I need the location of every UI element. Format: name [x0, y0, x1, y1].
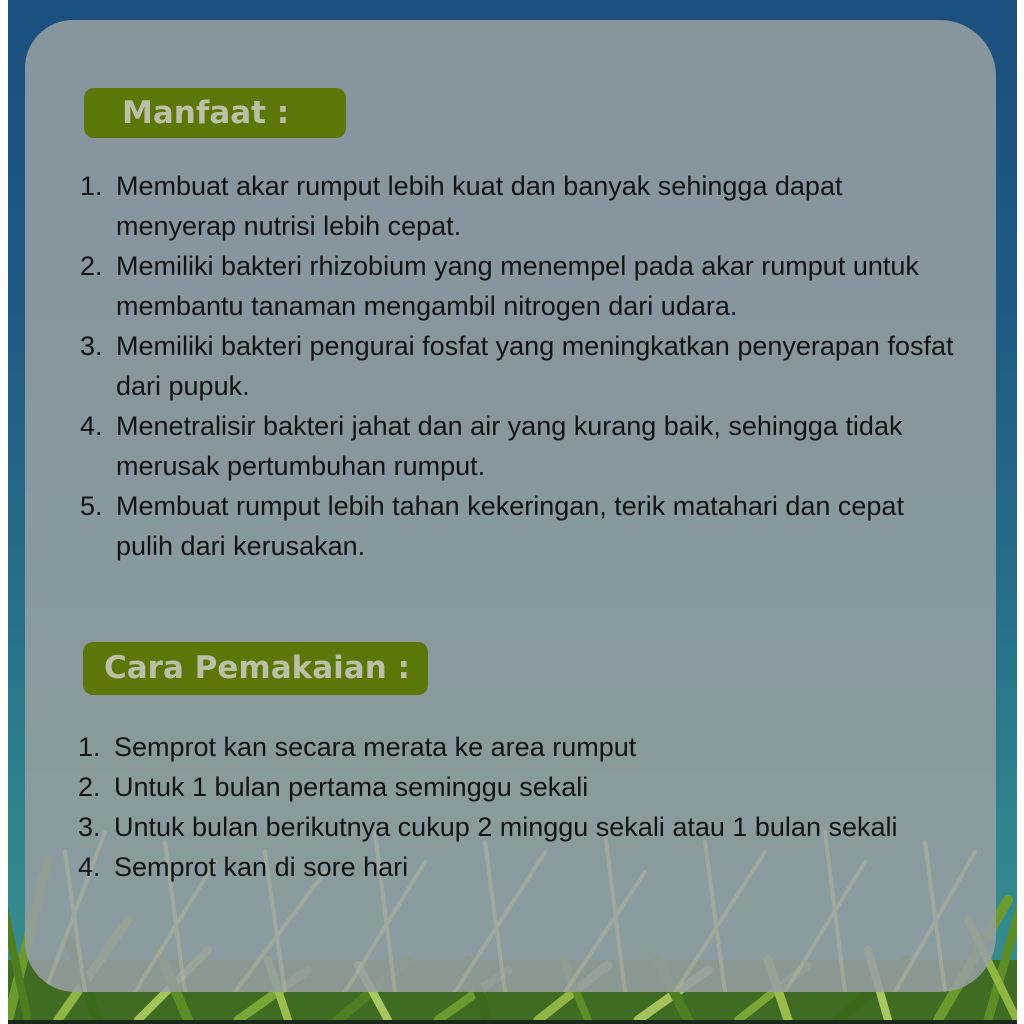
item-text: Membuat akar rumput lebih kuat dan banyak sehingga dapat menyerap nutrisi lebih cepat.	[116, 171, 843, 241]
list-item	[80, 326, 960, 406]
item-number: 4.	[78, 852, 101, 882]
list-item	[78, 847, 958, 887]
cara-pemakaian-list	[78, 727, 958, 887]
item-text: Untuk bulan berikutnya cukup 2 minggu sekali atau 1 bulan sekali	[114, 812, 898, 842]
item-text: Membuat rumput lebih tahan kekeringan, terik matahari dan cepat pulih dari kerusakan.	[116, 491, 904, 561]
item-number: 2.	[80, 251, 103, 281]
item-text: Semprot kan di sore hari	[114, 852, 409, 882]
item-number: 5.	[80, 491, 103, 521]
list-item	[78, 767, 958, 807]
manfaat-list	[80, 166, 960, 566]
item-text: Memiliki bakteri pengurai fosfat yang meningkatkan penyerapan fosfat dari pupuk.	[116, 331, 954, 401]
item-text: Untuk 1 bulan pertama seminggu sekali	[114, 772, 589, 802]
bottom-border	[8, 1020, 1017, 1024]
item-number: 3.	[78, 812, 101, 842]
item-text: Memiliki bakteri rhizobium yang menempel pada akar rumput untuk membantu tanaman mengambil nitrogen dari udara.	[116, 251, 919, 321]
list-item	[78, 807, 958, 847]
item-text: Menetralisir bakteri jahat dan air yang kurang baik, sehingga tidak merusak pertumbuhan rumput.	[116, 411, 903, 481]
list-item	[80, 246, 960, 326]
item-number: 1.	[80, 171, 103, 201]
item-number: 4.	[80, 411, 103, 441]
list-item	[80, 166, 960, 246]
cara-pemakaian-heading: Cara Pemakaian :	[83, 642, 428, 695]
list-item	[78, 727, 958, 767]
item-number: 2.	[78, 772, 101, 802]
item-number: 3.	[80, 331, 103, 361]
item-text: Semprot kan secara merata ke area rumput	[114, 732, 637, 762]
item-number: 1.	[78, 732, 101, 762]
list-item	[80, 486, 960, 566]
list-item	[80, 406, 960, 486]
manfaat-heading: Manfaat :	[84, 88, 346, 138]
